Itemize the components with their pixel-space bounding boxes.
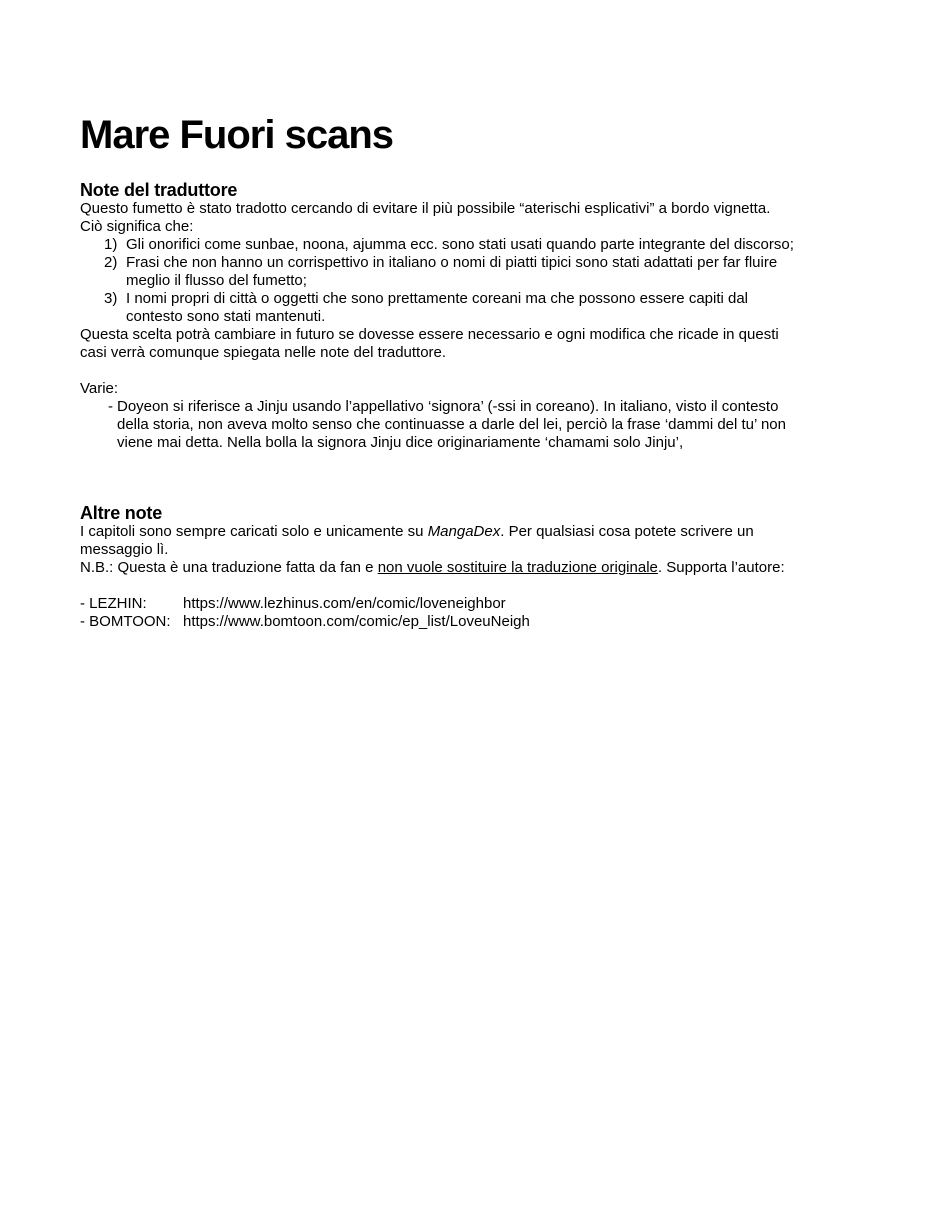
mangadex-italic: MangaDex (427, 523, 501, 540)
paragraph-line (80, 523, 880, 541)
section-note-body (80, 200, 880, 452)
paragraph-line: Questo fumetto è stato tradotto cercando di evitare il più possibile “aterischi esplicativi” a bordo vignetta. (80, 200, 771, 217)
text-segment: . Per qualsiasi cosa potete scrivere un (500, 523, 754, 540)
varie-label: Varie: (80, 380, 119, 397)
link-url[interactable]: https://www.bomtoon.com/comic/ep_list/LoveuNeigh (183, 613, 530, 630)
paragraph-line: Doyeon si riferisce a Jinju usando l’appellativo ‘signora’ (-ssi in coreano). In italiano, visto il contesto (117, 398, 779, 415)
text-segment: I capitoli sono sempre caricati solo e unicamente su (80, 523, 428, 540)
paragraph-line: Frasi che non hanno un corrispettivo in italiano o nomi di piatti tipici sono stati adattati per far fluire (126, 254, 778, 271)
numbered-list-item (80, 290, 880, 326)
blank-line (80, 577, 880, 595)
text-segment: N.B.: Questa è una traduzione fatta da fan e (80, 559, 378, 576)
dash-marker: - (108, 398, 113, 415)
numbered-list-item (80, 254, 880, 290)
blank-line (80, 362, 880, 380)
link-url[interactable]: https://www.lezhinus.com/en/comic/loveneighbor (183, 595, 506, 612)
section-altre-body (80, 523, 880, 631)
paragraph-line: Ciò significa che: (80, 218, 194, 235)
list-item-marker: 2) (104, 254, 118, 271)
section-heading-note-del-traduttore: Note del traduttore (80, 180, 238, 200)
link-row-bomtoon (80, 613, 880, 631)
link-source-label: - LEZHIN: (80, 595, 147, 612)
paragraph-line: della storia, non aveva molto senso che continuasse a darle del lei, perciò la frase ‘dammi del tu’ non (117, 416, 786, 433)
numbered-list-item (80, 236, 880, 254)
paragraph-line: messaggio lì. (80, 541, 169, 558)
paragraph-line: casi verrà comunque spiegata nelle note del traduttore. (80, 344, 447, 361)
list-item-text (126, 236, 794, 254)
section-heading-altre-note: Altre note (80, 503, 163, 523)
text-segment: . Supporta l’autore: (657, 559, 785, 576)
list-item-marker: 1) (104, 236, 118, 253)
paragraph-line: Questa scelta potrà cambiare in futuro se dovesse essere necessario e ogni modifica che ricade in questi (80, 326, 779, 343)
list-item-marker: 3) (104, 290, 118, 307)
paragraph-line: Gli onorifici come sunbae, noona, ajumma ecc. sono stati usati quando parte integrante del discorso; (126, 236, 794, 253)
varie-list-item (80, 398, 880, 452)
varie-item-text (117, 398, 786, 452)
paragraph-line: viene mai detta. Nella bolla la signora Jinju dice originariamente ‘chamami solo Jinju’, (117, 434, 684, 451)
link-source-label: - BOMTOON: (80, 613, 171, 630)
list-item-text (126, 290, 748, 326)
paragraph-line: contesto sono stati mantenuti. (126, 308, 326, 325)
paragraph-line: I nomi propri di città o oggetti che sono prettamente coreani ma che possono essere capiti dal (126, 290, 749, 307)
page-title: Mare Fuori scans (80, 113, 394, 157)
paragraph-line (80, 559, 880, 577)
underlined-phrase: non vuole sostituire la traduzione originale (377, 559, 658, 576)
document-content (80, 112, 880, 631)
list-item-text (126, 254, 777, 290)
link-row-lezhin (80, 595, 880, 613)
paragraph-line: meglio il flusso del fumetto; (126, 272, 307, 289)
